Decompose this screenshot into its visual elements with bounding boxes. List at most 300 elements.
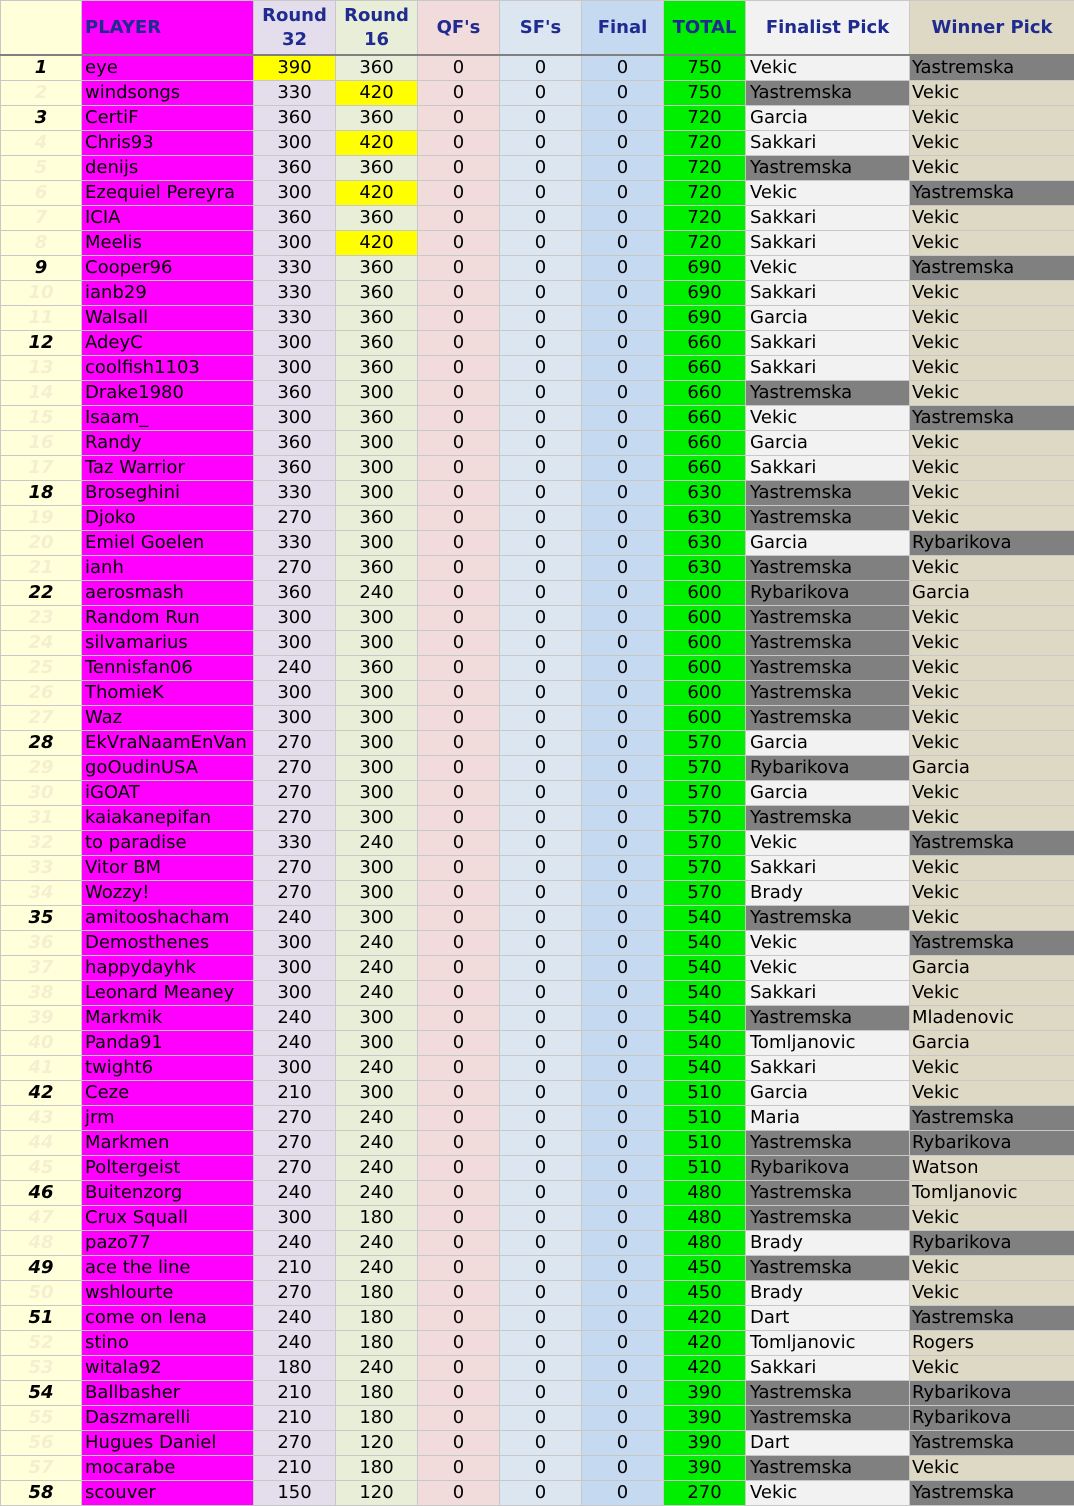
- finalist-pick: Tomljanovic: [746, 1031, 910, 1056]
- finalist-pick: Yastremska: [746, 706, 910, 731]
- rank-cell: 9: [1, 256, 82, 281]
- table-row: [1, 1456, 1074, 1481]
- sf-score: 0: [500, 781, 582, 806]
- player-name: wshlourte: [82, 1281, 254, 1306]
- player-name: Demosthenes: [82, 931, 254, 956]
- finalist-pick: Brady: [746, 1281, 910, 1306]
- rank-cell: 30: [1, 781, 82, 806]
- total-score: 660: [664, 456, 746, 481]
- table-row: [1, 281, 1074, 306]
- winner-pick: Watson: [910, 1156, 1074, 1181]
- table-row: [1, 1181, 1074, 1206]
- sf-score: 0: [500, 431, 582, 456]
- qf-score: 0: [418, 431, 500, 456]
- finalist-pick: Rybarikova: [746, 756, 910, 781]
- table-row: [1, 856, 1074, 881]
- table-row: [1, 456, 1074, 481]
- player-name: ianb29: [82, 281, 254, 306]
- table-row: [1, 1481, 1074, 1506]
- winner-pick: Rybarikova: [910, 1131, 1074, 1156]
- winner-pick: Vekic: [910, 781, 1074, 806]
- total-score: 600: [664, 631, 746, 656]
- finalist-pick: Vekic: [746, 931, 910, 956]
- table-row: [1, 881, 1074, 906]
- finalist-pick: Sakkari: [746, 456, 910, 481]
- finalist-pick: Yastremska: [746, 1456, 910, 1481]
- round32-score: 300: [254, 931, 336, 956]
- winner-pick: Vekic: [910, 856, 1074, 881]
- round32-score: 330: [254, 306, 336, 331]
- rank-cell: 52: [1, 1331, 82, 1356]
- total-score: 660: [664, 356, 746, 381]
- rank-cell: 22: [1, 581, 82, 606]
- winner-pick: Vekic: [910, 556, 1074, 581]
- table-row: [1, 1306, 1074, 1331]
- winner-pick: Vekic: [910, 906, 1074, 931]
- rank-cell: 57: [1, 1456, 82, 1481]
- round32-score: 300: [254, 181, 336, 206]
- final-score: 0: [582, 731, 664, 756]
- player-name: iGOAT: [82, 781, 254, 806]
- winner-pick: Rybarikova: [910, 1381, 1074, 1406]
- rank-cell: 14: [1, 381, 82, 406]
- round32-score: 240: [254, 656, 336, 681]
- finalist-pick: Garcia: [746, 731, 910, 756]
- final-score: 0: [582, 456, 664, 481]
- qf-score: 0: [418, 1056, 500, 1081]
- round16-score: 240: [336, 1131, 418, 1156]
- round16-score: 300: [336, 1006, 418, 1031]
- total-header: TOTAL: [664, 1, 746, 56]
- winner-pick: Rybarikova: [910, 531, 1074, 556]
- qf-score: 0: [418, 1381, 500, 1406]
- winner-pick: Yastremska: [910, 181, 1074, 206]
- final-score: 0: [582, 506, 664, 531]
- qf-score: 0: [418, 181, 500, 206]
- total-score: 660: [664, 406, 746, 431]
- sf-score: 0: [500, 856, 582, 881]
- round16-score: 300: [336, 906, 418, 931]
- rank-cell: 40: [1, 1031, 82, 1056]
- finalist-pick: Garcia: [746, 1081, 910, 1106]
- finalist-pick: Sakkari: [746, 131, 910, 156]
- qf-header: QF's: [418, 1, 500, 56]
- round32-score: 270: [254, 556, 336, 581]
- rank-cell: 47: [1, 1206, 82, 1231]
- round16-score: 240: [336, 831, 418, 856]
- rank-cell: 10: [1, 281, 82, 306]
- qf-score: 0: [418, 281, 500, 306]
- rank-cell: 45: [1, 1156, 82, 1181]
- player-name: ThomieK: [82, 681, 254, 706]
- finalist-pick: Vekic: [746, 55, 910, 81]
- qf-score: 0: [418, 1231, 500, 1256]
- final-score: 0: [582, 1256, 664, 1281]
- table-row: [1, 406, 1074, 431]
- round32-score: 330: [254, 81, 336, 106]
- finalist-pick: Yastremska: [746, 606, 910, 631]
- final-score: 0: [582, 1406, 664, 1431]
- final-score: 0: [582, 1281, 664, 1306]
- player-name: ICIA: [82, 206, 254, 231]
- sf-score: 0: [500, 1081, 582, 1106]
- rank-cell: 8: [1, 231, 82, 256]
- finalist-pick: Yastremska: [746, 81, 910, 106]
- round16-score: 240: [336, 1356, 418, 1381]
- player-name: Djoko: [82, 506, 254, 531]
- player-name: ace the line: [82, 1256, 254, 1281]
- winner-pick: Vekic: [910, 206, 1074, 231]
- round16-score: 300: [336, 481, 418, 506]
- round32-score: 210: [254, 1381, 336, 1406]
- rank-cell: 1: [1, 55, 82, 81]
- round16-score: 360: [336, 206, 418, 231]
- final-score: 0: [582, 881, 664, 906]
- qf-score: 0: [418, 806, 500, 831]
- sf-score: 0: [500, 506, 582, 531]
- round16-score: 420: [336, 231, 418, 256]
- total-score: 690: [664, 306, 746, 331]
- winner-pick: Yastremska: [910, 1106, 1074, 1131]
- player-name: Daszmarelli: [82, 1406, 254, 1431]
- qf-score: 0: [418, 1256, 500, 1281]
- round16-score: 240: [336, 1156, 418, 1181]
- player-name: Panda91: [82, 1031, 254, 1056]
- final-score: 0: [582, 356, 664, 381]
- rank-cell: 35: [1, 906, 82, 931]
- round32-score: 210: [254, 1256, 336, 1281]
- qf-score: 0: [418, 1331, 500, 1356]
- qf-score: 0: [418, 1081, 500, 1106]
- sf-score: 0: [500, 356, 582, 381]
- round32-score: 270: [254, 806, 336, 831]
- table-row: [1, 1056, 1074, 1081]
- player-name: Poltergeist: [82, 1156, 254, 1181]
- table-row: [1, 631, 1074, 656]
- sf-score: 0: [500, 1206, 582, 1231]
- qf-score: 0: [418, 1031, 500, 1056]
- table-row: [1, 1431, 1074, 1456]
- finalist-pick: Garcia: [746, 531, 910, 556]
- round16-score: 300: [336, 856, 418, 881]
- winner-pick: Vekic: [910, 381, 1074, 406]
- round32-score: 180: [254, 1356, 336, 1381]
- sf-score: 0: [500, 756, 582, 781]
- total-score: 420: [664, 1356, 746, 1381]
- round16-score: 180: [336, 1331, 418, 1356]
- final-score: 0: [582, 281, 664, 306]
- round16-score: 360: [336, 556, 418, 581]
- finalist-pick: Garcia: [746, 106, 910, 131]
- winner-pick: Rogers: [910, 1331, 1074, 1356]
- qf-score: 0: [418, 1431, 500, 1456]
- winner-pick: Vekic: [910, 431, 1074, 456]
- rank-cell: 32: [1, 831, 82, 856]
- final-score: 0: [582, 531, 664, 556]
- total-score: 600: [664, 606, 746, 631]
- winner-pick: Vekic: [910, 506, 1074, 531]
- winner-pick: Vekic: [910, 656, 1074, 681]
- round32-score: 240: [254, 1231, 336, 1256]
- winner-pick: Vekic: [910, 106, 1074, 131]
- sf-score: 0: [500, 531, 582, 556]
- final-score: 0: [582, 681, 664, 706]
- finalist-pick-header: Finalist Pick: [746, 1, 910, 56]
- final-score: 0: [582, 631, 664, 656]
- sf-score: 0: [500, 981, 582, 1006]
- round32-score: 330: [254, 531, 336, 556]
- player-name: Waz: [82, 706, 254, 731]
- round16-score: 360: [336, 55, 418, 81]
- table-row: [1, 131, 1074, 156]
- round16-score: 300: [336, 1081, 418, 1106]
- total-score: 510: [664, 1081, 746, 1106]
- sf-score: 0: [500, 256, 582, 281]
- qf-score: 0: [418, 631, 500, 656]
- player-name: Buitenzorg: [82, 1181, 254, 1206]
- finalist-pick: Tomljanovic: [746, 1331, 910, 1356]
- round32-score: 330: [254, 256, 336, 281]
- rank-cell: 51: [1, 1306, 82, 1331]
- total-score: 690: [664, 256, 746, 281]
- table-row: [1, 1281, 1074, 1306]
- qf-score: 0: [418, 1181, 500, 1206]
- qf-score: 0: [418, 1306, 500, 1331]
- sf-score: 0: [500, 1481, 582, 1506]
- rank-cell: 50: [1, 1281, 82, 1306]
- round16-score: 180: [336, 1306, 418, 1331]
- table-row: [1, 1231, 1074, 1256]
- finalist-pick: Yastremska: [746, 1206, 910, 1231]
- winner-pick: Vekic: [910, 981, 1074, 1006]
- total-score: 540: [664, 1031, 746, 1056]
- round32-score: 360: [254, 456, 336, 481]
- player-name: mocarabe: [82, 1456, 254, 1481]
- round32-score: 210: [254, 1081, 336, 1106]
- total-score: 420: [664, 1306, 746, 1331]
- table-row: [1, 156, 1074, 181]
- rank-cell: 3: [1, 106, 82, 131]
- qf-score: 0: [418, 556, 500, 581]
- qf-score: 0: [418, 1481, 500, 1506]
- table-row: [1, 606, 1074, 631]
- rank-cell: 31: [1, 806, 82, 831]
- winner-pick: Yastremska: [910, 256, 1074, 281]
- table-row: [1, 1331, 1074, 1356]
- winner-pick: Vekic: [910, 1081, 1074, 1106]
- total-score: 630: [664, 506, 746, 531]
- finalist-pick: Yastremska: [746, 481, 910, 506]
- sf-score: 0: [500, 706, 582, 731]
- total-score: 570: [664, 831, 746, 856]
- winner-pick: Vekic: [910, 1256, 1074, 1281]
- rank-cell: 24: [1, 631, 82, 656]
- round32-score: 360: [254, 431, 336, 456]
- table-row: [1, 206, 1074, 231]
- total-score: 720: [664, 206, 746, 231]
- sf-score: 0: [500, 581, 582, 606]
- rank-cell: 6: [1, 181, 82, 206]
- table-row: [1, 181, 1074, 206]
- total-score: 600: [664, 681, 746, 706]
- final-score: 0: [582, 1331, 664, 1356]
- total-score: 540: [664, 1006, 746, 1031]
- qf-score: 0: [418, 781, 500, 806]
- rank-cell: 11: [1, 306, 82, 331]
- sf-score: 0: [500, 1156, 582, 1181]
- player-name: Wozzy!: [82, 881, 254, 906]
- rank-cell: 25: [1, 656, 82, 681]
- qf-score: 0: [418, 456, 500, 481]
- qf-score: 0: [418, 306, 500, 331]
- total-score: 390: [664, 1456, 746, 1481]
- qf-score: 0: [418, 506, 500, 531]
- final-score: 0: [582, 431, 664, 456]
- qf-score: 0: [418, 1006, 500, 1031]
- round32-score: 270: [254, 756, 336, 781]
- finalist-pick: Yastremska: [746, 631, 910, 656]
- table-row: [1, 581, 1074, 606]
- table-row: [1, 1356, 1074, 1381]
- player-name: Ballbasher: [82, 1381, 254, 1406]
- final-score: 0: [582, 206, 664, 231]
- final-score: 0: [582, 806, 664, 831]
- round32-score: 390: [254, 55, 336, 81]
- final-score: 0: [582, 831, 664, 856]
- total-score: 750: [664, 81, 746, 106]
- table-row: [1, 1406, 1074, 1431]
- sf-score: 0: [500, 1456, 582, 1481]
- qf-score: 0: [418, 931, 500, 956]
- rank-cell: 37: [1, 956, 82, 981]
- round16-score: 120: [336, 1481, 418, 1506]
- winner-pick: Yastremska: [910, 1481, 1074, 1506]
- rank-cell: 19: [1, 506, 82, 531]
- table-row: [1, 1256, 1074, 1281]
- rank-cell: 23: [1, 606, 82, 631]
- winner-pick: Vekic: [910, 231, 1074, 256]
- round16-score: 360: [336, 506, 418, 531]
- table-row: [1, 331, 1074, 356]
- rank-cell: 33: [1, 856, 82, 881]
- qf-score: 0: [418, 1281, 500, 1306]
- table-row: [1, 81, 1074, 106]
- table-row: [1, 756, 1074, 781]
- player-name: Randy: [82, 431, 254, 456]
- final-score: 0: [582, 131, 664, 156]
- rank-header: [1, 1, 82, 56]
- finalist-pick: Yastremska: [746, 1381, 910, 1406]
- finalist-pick: Vekic: [746, 956, 910, 981]
- rank-cell: 58: [1, 1481, 82, 1506]
- sf-score: 0: [500, 956, 582, 981]
- round16-score: 300: [336, 431, 418, 456]
- total-score: 480: [664, 1231, 746, 1256]
- qf-score: 0: [418, 531, 500, 556]
- round32-score: 240: [254, 1181, 336, 1206]
- round16-score: 300: [336, 456, 418, 481]
- sf-score: 0: [500, 806, 582, 831]
- finalist-pick: Yastremska: [746, 506, 910, 531]
- player-name: Crux Squall: [82, 1206, 254, 1231]
- winner-pick: Vekic: [910, 706, 1074, 731]
- player-name: Ceze: [82, 1081, 254, 1106]
- round32-score: 360: [254, 156, 336, 181]
- winner-pick: Vekic: [910, 281, 1074, 306]
- rank-cell: 55: [1, 1406, 82, 1431]
- sf-score: 0: [500, 106, 582, 131]
- finalist-pick: Sakkari: [746, 231, 910, 256]
- total-score: 540: [664, 906, 746, 931]
- final-score: 0: [582, 956, 664, 981]
- sf-score: 0: [500, 1256, 582, 1281]
- round16-score: 240: [336, 981, 418, 1006]
- rank-cell: 16: [1, 431, 82, 456]
- winner-pick: Vekic: [910, 356, 1074, 381]
- qf-score: 0: [418, 381, 500, 406]
- finalist-pick: Rybarikova: [746, 581, 910, 606]
- final-score: 0: [582, 856, 664, 881]
- winner-pick: Yastremska: [910, 55, 1074, 81]
- final-score: 0: [582, 1081, 664, 1106]
- finalist-pick: Yastremska: [746, 381, 910, 406]
- round32-score: 300: [254, 606, 336, 631]
- rank-cell: 12: [1, 331, 82, 356]
- round16-score: 360: [336, 306, 418, 331]
- winner-pick: Vekic: [910, 156, 1074, 181]
- round32-score: 240: [254, 906, 336, 931]
- total-score: 570: [664, 781, 746, 806]
- round16-score: 300: [336, 731, 418, 756]
- rank-cell: 54: [1, 1381, 82, 1406]
- rank-cell: 21: [1, 556, 82, 581]
- round32-score: 270: [254, 1131, 336, 1156]
- player-name: eye: [82, 55, 254, 81]
- sf-score: 0: [500, 55, 582, 81]
- final-score: 0: [582, 1306, 664, 1331]
- winner-pick: Vekic: [910, 1206, 1074, 1231]
- sf-score: 0: [500, 381, 582, 406]
- final-score: 0: [582, 906, 664, 931]
- sf-score: 0: [500, 1406, 582, 1431]
- total-score: 540: [664, 956, 746, 981]
- round16-score: 420: [336, 181, 418, 206]
- round16-score: 240: [336, 581, 418, 606]
- winner-pick: Vekic: [910, 806, 1074, 831]
- rank-cell: 41: [1, 1056, 82, 1081]
- qf-score: 0: [418, 1156, 500, 1181]
- player-name: Broseghini: [82, 481, 254, 506]
- finalist-pick: Vekic: [746, 181, 910, 206]
- table-row: [1, 931, 1074, 956]
- finalist-pick: Yastremska: [746, 906, 910, 931]
- player-name: Markmik: [82, 1006, 254, 1031]
- round16-score: 300: [336, 681, 418, 706]
- qf-score: 0: [418, 331, 500, 356]
- finalist-pick: Vekic: [746, 256, 910, 281]
- sf-score: 0: [500, 1281, 582, 1306]
- round16-score: 300: [336, 806, 418, 831]
- round32-score: 330: [254, 281, 336, 306]
- final-score: 0: [582, 1181, 664, 1206]
- finalist-pick: Maria: [746, 1106, 910, 1131]
- total-score: 660: [664, 331, 746, 356]
- final-score: 0: [582, 1456, 664, 1481]
- rank-cell: 42: [1, 1081, 82, 1106]
- qf-score: 0: [418, 55, 500, 81]
- player-name: AdeyC: [82, 331, 254, 356]
- player-name: stino: [82, 1331, 254, 1356]
